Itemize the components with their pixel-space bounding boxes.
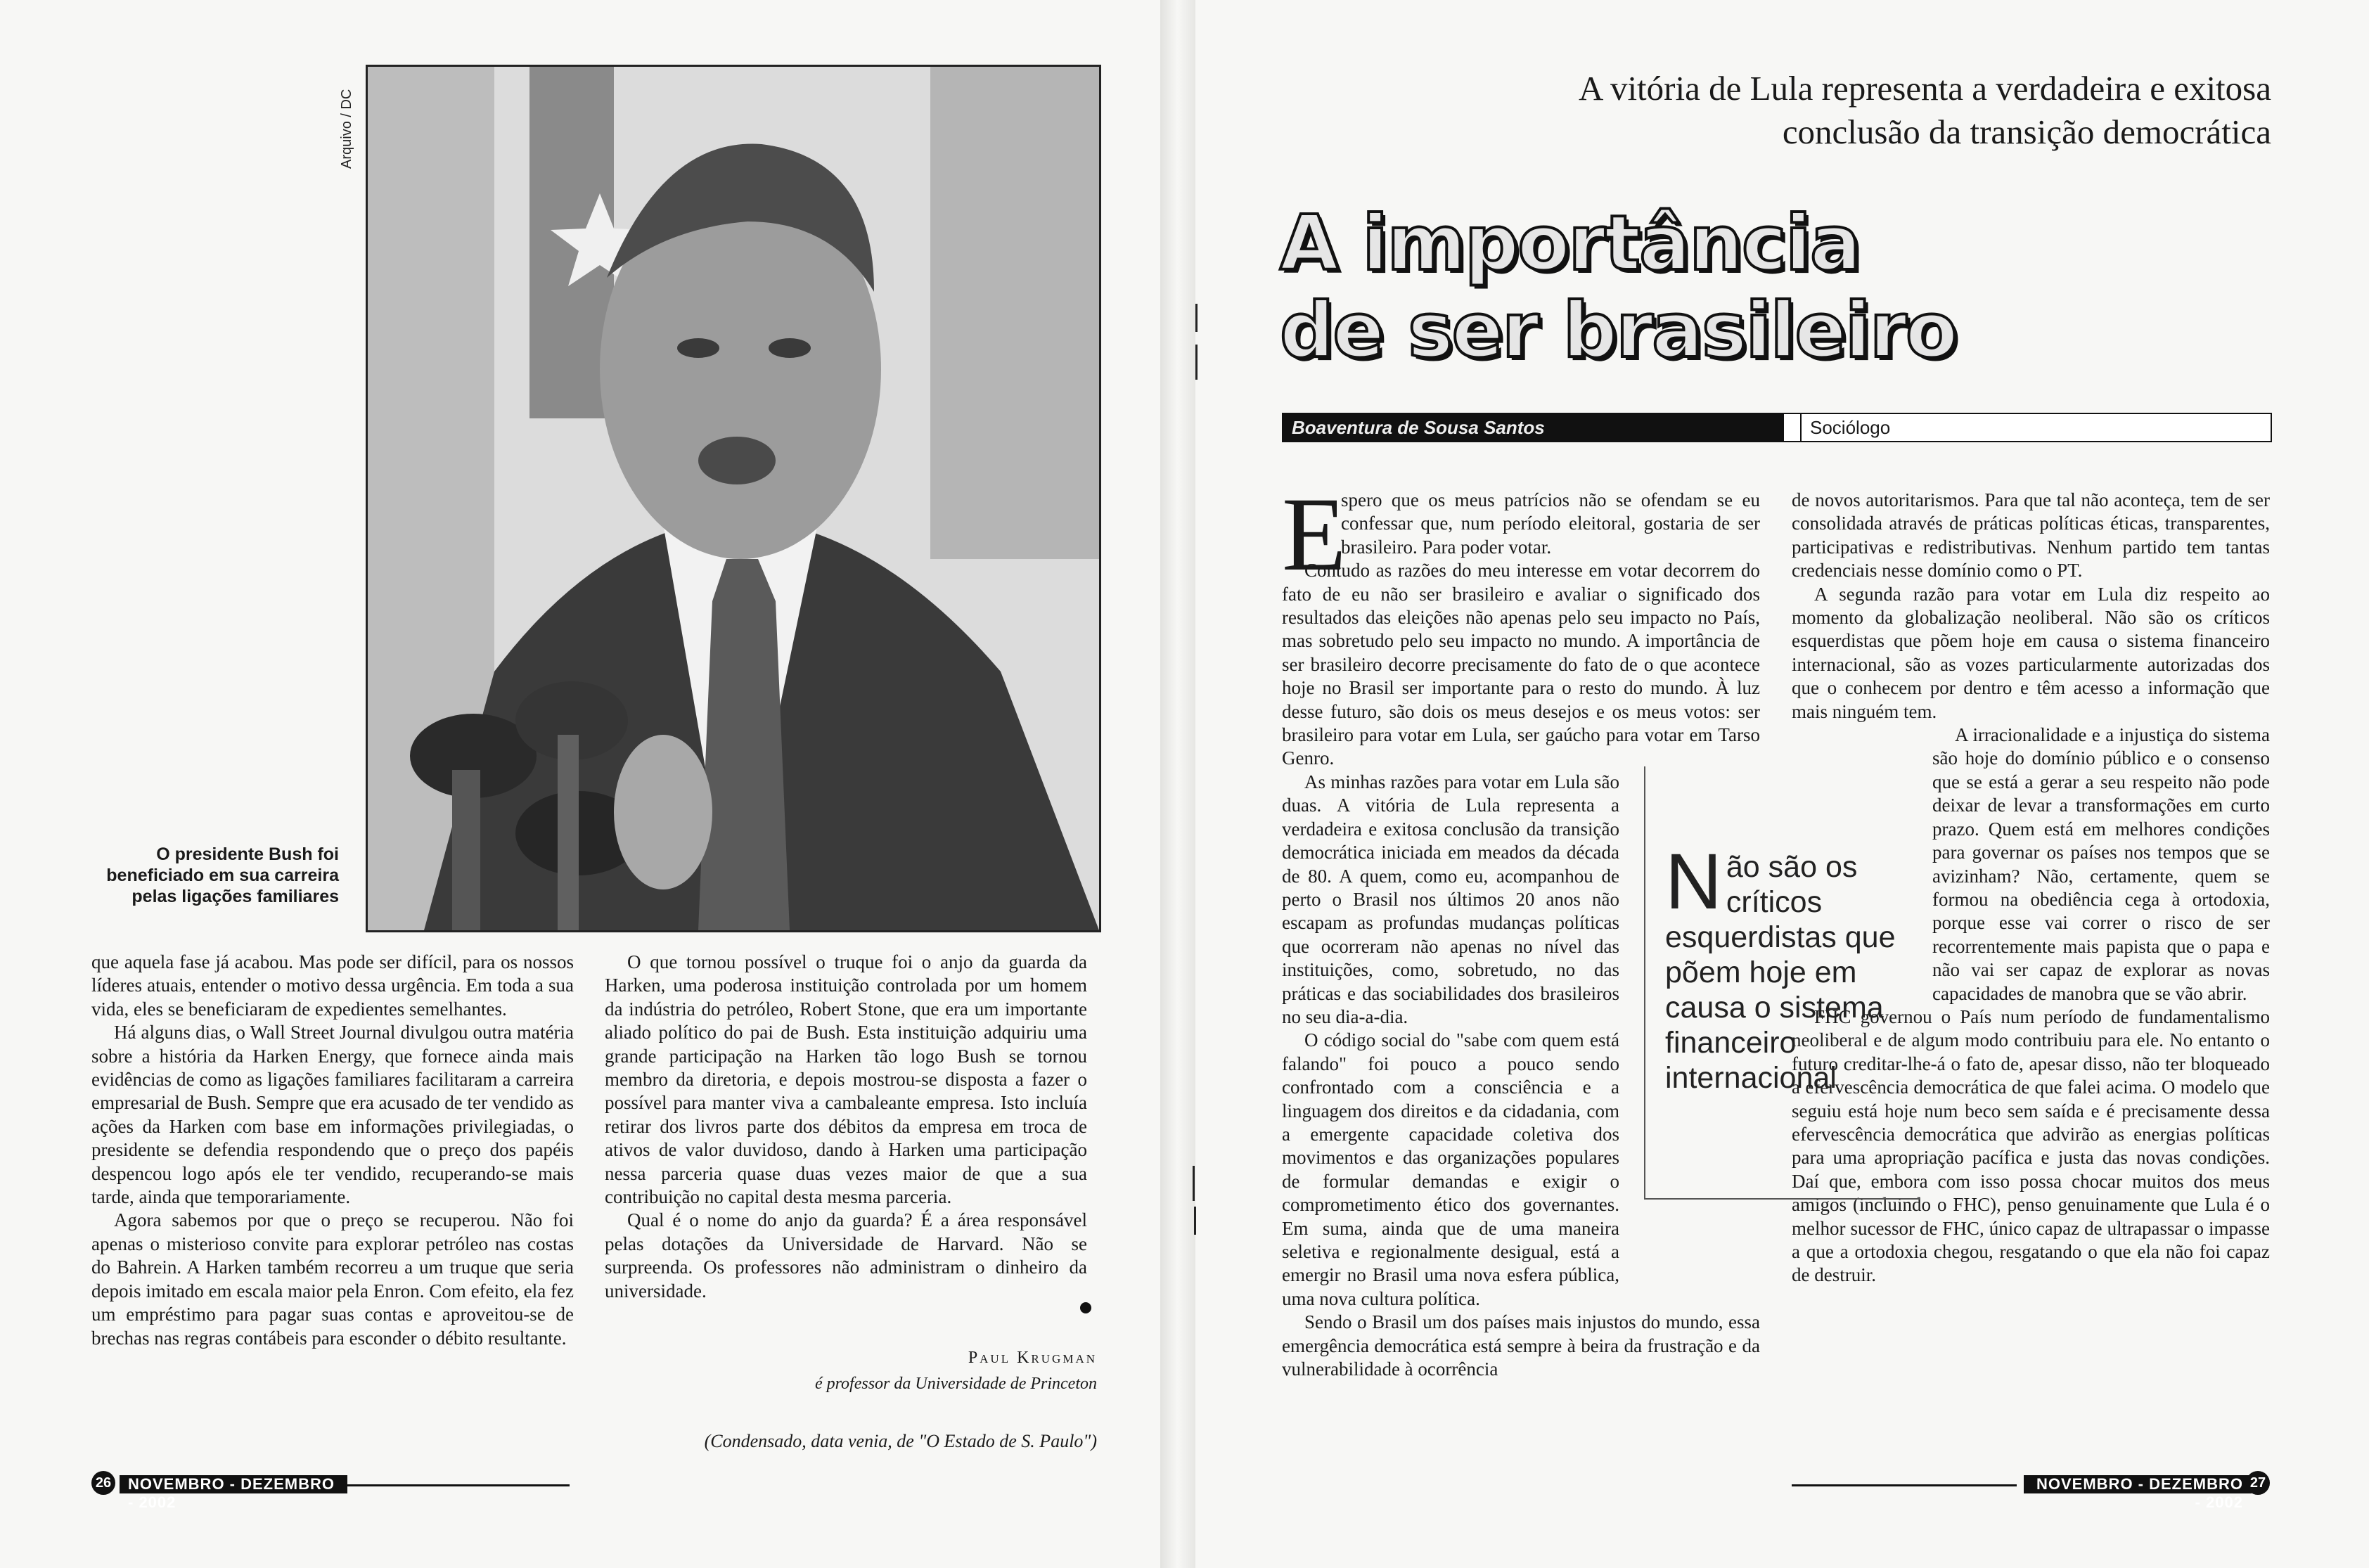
- page-number: 27: [2246, 1471, 2270, 1495]
- signature-role: é professor da Universidade de Princeton: [814, 1375, 1097, 1393]
- pull-quote-text: ão são os críticos esquerdistas que põem hoje em causa o sistema financeiro internacional: [1665, 850, 1896, 1095]
- headline-line-1: A importância: [1280, 200, 1860, 288]
- paragraph: de novos autoritarismos. Para que tal não aconteça, tem de ser consolidada através de práticas políticas éticas, transparentes, participativas e redistributivas. Nenhum partido tem tantas credenciais nesse domínio como o PT.: [1792, 489, 2270, 581]
- pull-quote-cap: N: [1665, 837, 1722, 925]
- paragraph: A irracionalidade e a injustiça do sistema são hoje do domínio público e o consenso que se está a gerar a seu respeito não pode deixar de levar a transformações em curto prazo. Quem está em melhores condições para governar os países nos tempos que se avizinham? Não, certamente, quem se formou na obediência cega à ortodoxia, porque esse vai correr o risco de ser recorrentemente mais papista que o papa e não vai ser capaz de explorar as novas capacidades de manobra que se vão abrir.: [1932, 724, 2270, 1004]
- author-name: Boaventura de Sousa Santos: [1283, 414, 1784, 441]
- crop-mark: [1195, 304, 1198, 332]
- paragraph: O que tornou possível o truque foi o anjo da guarda da Harken, uma poderosa instituição controlada por um homem da indústria do petróleo, Robert Stone, que era um importante aliado político do pai de Bush. Esta instituição adquiriu uma grande participação na Harken tão logo Bush se tornou membro da diretoria, e depois mostrou-se disposta a fazer o possível para manter viva a cambaleante empresa. Isto incluía retirar dos livros parte dos débitos da empresa em troca de ativos de valor duvidoso, dando à Harken uma participação nessa parceria quase duas vezes maior de que a sua contribuição no capital desta mesma parceria.: [605, 951, 1087, 1208]
- headline-line-2: de ser brasileiro: [1280, 287, 1957, 375]
- paragraph: Contudo as razões do meu interesse em votar decorrem do fato de eu não ser brasileiro e avaliar o significado dos resultados das eleições não apenas pelo seu impacto no País, mas sobretudo pelo seu impacto no mundo. A importância de ser brasileiro decorre precisamente do fato de o que acontece hoje no Brasil ser importante para o resto do mundo. À luz desse futuro, são dois os meus desejos e os meus votos: ser brasileiro para votar em Lula, ser gaúcho para votar em Tarso Genro.: [1282, 560, 1760, 769]
- crop-mark: [1193, 1166, 1195, 1201]
- byline-bar: [1282, 413, 2272, 442]
- footer-rule: [345, 1484, 570, 1486]
- first-paragraph: spero que os meus patrícios não se ofendam se eu confessar que, num período eleitoral, gostaria de ser brasileiro. Para poder votar.: [1341, 489, 1760, 558]
- crop-mark: [1195, 345, 1198, 380]
- left-footer: [91, 1471, 570, 1511]
- paragraph: que aquela fase já acabou. Mas pode ser difícil, para os nossos líderes atuais, entender o motivo dessa urgência. Em toda a sua vida, eles se beneficiaram de expedientes semelhantes.: [91, 951, 574, 1020]
- page-number: 26: [91, 1471, 115, 1495]
- photo-credit: Arquivo / DC: [339, 89, 354, 169]
- photo-caption: O presidente Bush foi beneficiado em sua carreira pelas ligações familiares: [106, 844, 339, 906]
- crop-mark: [1194, 1207, 1196, 1235]
- paragraph: Qual é o nome do anjo da guarda? É a área responsável pelas dotações da Universidade de Harvard. Não se surpreenda. Os professores não administram o dinheiro da universidade.: [605, 1209, 1087, 1302]
- footer-date: NOVEMBRO - DEZEMBRO - 2002: [120, 1475, 347, 1493]
- paragraph: FHC governou o País num período de fundamentalismo neoliberal e de algum modo contribuiu para ele. No entanto o futuro creditar-lhe-á o fato de, apesar disso, não ter bloqueado a efervescência democrática de que falei acima. O modelo que seguiu está hoje num beco sem saída e é precisamente dessa efervescência democrática que advirão as energias políticas para uma apropriação pacífica e justa das novas condições. Daí que, embora com isso possa chocar muitos dos meus amigos (incluindo o FHC), penso genuinamente que Lula é o melhor sucessor de FHC, único capaz de ultrapassar o impasse a que a ortodoxia chegou, resgatando o que ela não foi capaz de destruir.: [1792, 1005, 2270, 1286]
- paragraph: O código social do "sabe com quem está falando" foi pouco a pouco sendo confrontado com a consciência e a linguagem dos direitos e da cidadania, com a emergente capacidade coletiva dos movimentos e das organizações populares de formular demandas e exigir o comprometimento ético dos governantes. Em suma, ainda que de uma maneira seletiva e regionalmente desigual, está a emergir no Brasil uma nova esfera pública, uma nova cultura política.: [1282, 1029, 1619, 1309]
- footer-date: NOVEMBRO - DEZEMBRO - 2002: [2024, 1475, 2252, 1493]
- paragraph: Agora sabemos por que o preço se recuperou. Não foi apenas o misterioso convite para explorar petróleo nas costas do Bahrein. A Harken também recorreu a um truque que seria depois imitado em escala maior pela Enron. Com efeito, ela fez um empréstimo para pagar suas contas e aproveitou-se de brechas nas regras contábeis para esconder o débito resultante.: [91, 1209, 574, 1349]
- paragraph: Há alguns dias, o Wall Street Journal divulgou outra matéria sobre a história da Harken Energy, que fornece ainda mais evidências de como as ligações familiares facilitaram a carreira empresarial de Bush. Sempre que era acusado de ter vendido as ações da Harken com base em informações privilegiadas, o presidente se defendia respondendo que o preço dos papéis despencou logo após ele ter vendido, recuperando-se mais tarde, ainda que temporariamente.: [91, 1022, 574, 1208]
- end-bullet-icon: [1080, 1302, 1091, 1313]
- headline: [1280, 200, 2124, 375]
- page-gutter: [1160, 0, 1195, 1568]
- left-column-2: [605, 951, 1087, 1303]
- pull-quote: [1665, 837, 1904, 1095]
- right-footer: [1792, 1471, 2270, 1511]
- left-column-1: [91, 951, 574, 1350]
- source-note: (Condensado, data venia, de "O Estado de S. Paulo"): [704, 1431, 1097, 1451]
- drop-cap: E: [1282, 476, 1347, 593]
- bush-photo: [366, 65, 1101, 932]
- paragraph: A segunda razão para votar em Lula diz respeito ao momento da globalização neoliberal. Não são os críticos esquerdistas que põem hoje em causa o sistema financeiro internacional, são as vozes particularmente autorizadas dos que o conhecem por dentro e têm acesso a informação que mais ninguém tem.: [1792, 583, 2270, 722]
- bush-photo-illustration: [368, 67, 1099, 930]
- author-role: Sociólogo: [1800, 414, 1890, 441]
- paragraph: As minhas razões para votar em Lula são duas. A vitória de Lula representa a verdadeira e exitosa conclusão da transição democrática iniciada em meados da década de 80. A quem, como eu, acompanhou de perto o Brasil nos últimos 20 anos não escapam as profundas mudanças políticas que ocorreram não apenas no nível das instituições, como, sobretudo, no das práticas e das sociabilidades dos brasileiros no seu dia-a-dia.: [1282, 771, 1619, 1027]
- signature-name: Paul Krugman: [968, 1349, 1097, 1367]
- paragraph: Sendo o Brasil um dos países mais injustos do mundo, essa emergência democrática está sempre à beira da frustração e da vulnerabilidade à ocorrência: [1282, 1311, 1760, 1380]
- footer-rule: [1792, 1484, 2017, 1486]
- kicker: A vitória de Lula representa a verdadeira e exitosa conclusão da transição democrática: [1579, 69, 2271, 151]
